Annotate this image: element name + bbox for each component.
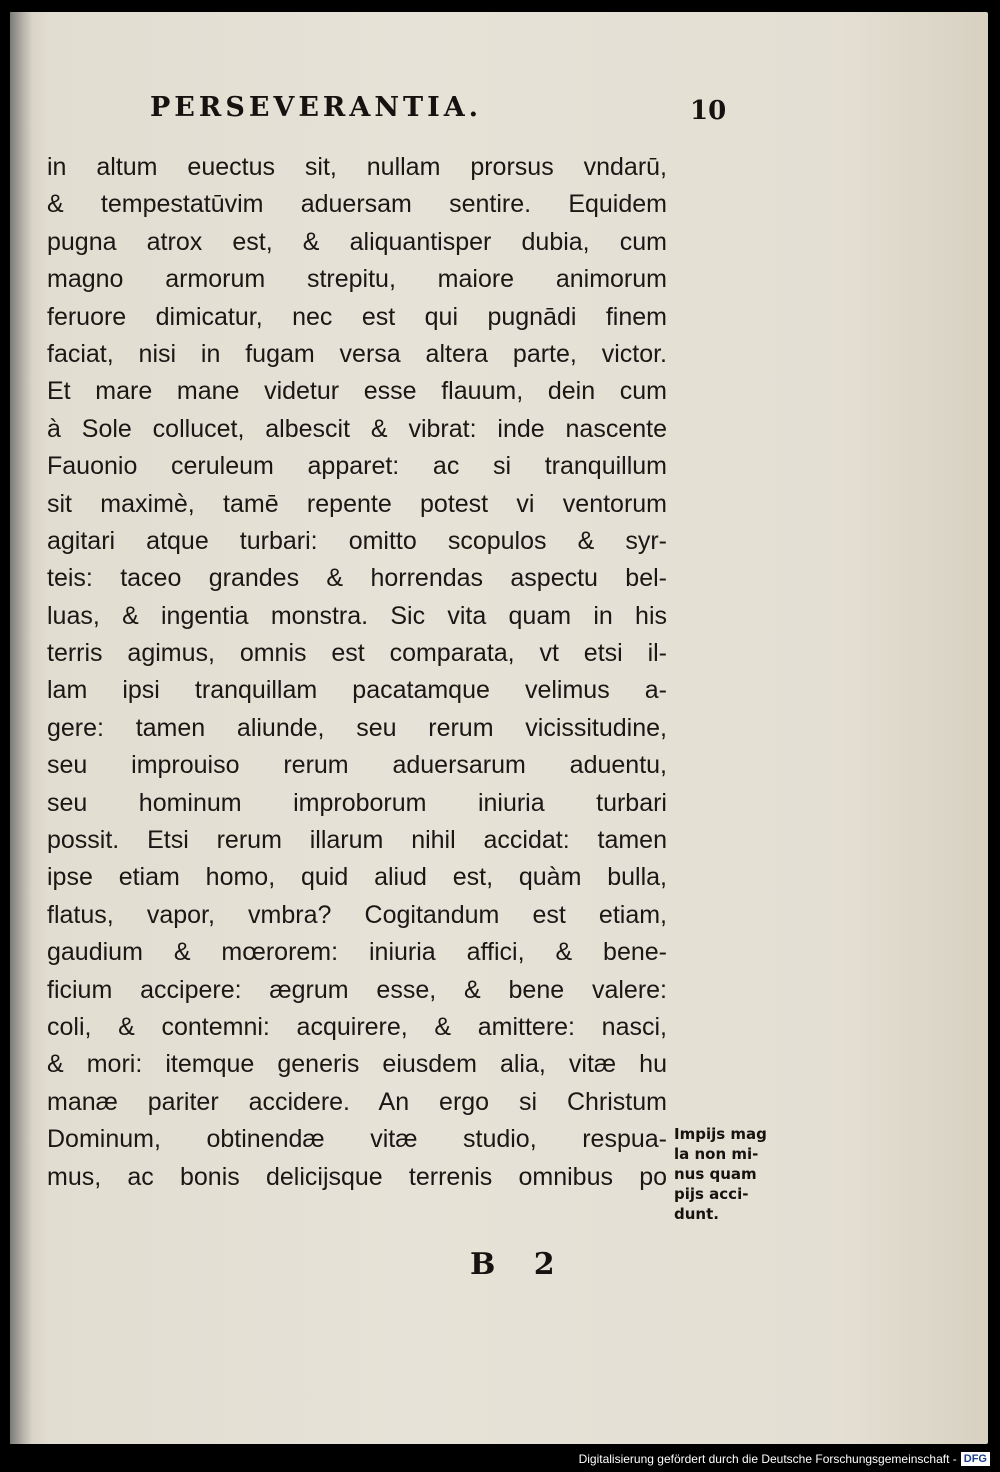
text-line: ipse etiam homo, quid aliud est, quàm bulla, bbox=[47, 863, 667, 892]
text-line: feruore dimicatur, nec est qui pugnādi finem bbox=[47, 302, 667, 331]
signature-mark: B 2 bbox=[470, 1247, 569, 1282]
marginal-note-line: nus quam bbox=[674, 1165, 757, 1183]
marginal-note-line: dunt. bbox=[674, 1205, 719, 1223]
text-line: in altum euectus sit, nullam prorsus vndarū, bbox=[47, 153, 667, 181]
page-gutter-shadow bbox=[10, 12, 32, 1444]
text-line: coli, & contemni: acquirere, & amittere: nasci, bbox=[47, 1012, 667, 1041]
marginal-note-line: pijs acci- bbox=[674, 1185, 749, 1203]
text-line: teis: taceo grandes & horrendas aspectu bel- bbox=[47, 564, 667, 593]
text-line: pugna atrox est, & aliquantisper dubia, cum bbox=[47, 227, 667, 256]
text-line: seu hominum improborum iniuria turbari bbox=[47, 788, 667, 817]
body-text bbox=[47, 149, 667, 1196]
page-number: 10 bbox=[690, 96, 727, 126]
text-line: sit maximè, tamē repente potest vi ventorum bbox=[47, 489, 667, 518]
text-line: seu improuiso rerum aduersarum aduentu, bbox=[47, 751, 667, 780]
text-line: & mori: itemque generis eiusdem alia, vitæ hu bbox=[47, 1050, 667, 1079]
text-line: flatus, vapor, vmbra? Cogitandum est etiam, bbox=[47, 900, 667, 929]
text-line: terris agimus, omnis est comparata, vt etsi il- bbox=[47, 639, 667, 668]
marginal-note-line: Impijs mag bbox=[674, 1125, 767, 1143]
text-line: Dominum, obtinendæ vitæ studio, respua- bbox=[47, 1125, 667, 1154]
text-line: luas, & ingentia monstra. Sic vita quam in his bbox=[47, 601, 667, 630]
text-line: & tempestatūvim aduersam sentire. Equidem bbox=[47, 190, 667, 219]
running-head: PERSEVERANTIA. bbox=[150, 92, 483, 123]
text-line: à Sole collucet, albescit & vibrat: inde nascente bbox=[47, 414, 667, 443]
dfg-logo: DFG bbox=[961, 1452, 990, 1466]
text-line: magno armorum strepitu, maiore animorum bbox=[47, 265, 667, 294]
text-line: ficium accipere: ægrum esse, & bene valere: bbox=[47, 975, 667, 1004]
text-line: possit. Etsi rerum illarum nihil accidat: tamen bbox=[47, 826, 667, 855]
text-line: mus, ac bonis delicijsque terrenis omnibus po bbox=[47, 1162, 667, 1191]
book-page bbox=[10, 12, 988, 1444]
text-line: Fauonio ceruleum apparet: ac si tranquillum bbox=[47, 452, 667, 481]
text-line: Et mare mane videtur esse flauum, dein cum bbox=[47, 377, 667, 406]
text-line: faciat, nisi in fugam versa altera parte, victor. bbox=[47, 339, 667, 368]
text-line: gere: tamen aliunde, seu rerum vicissitudine, bbox=[47, 713, 667, 742]
text-line: agitari atque turbari: omitto scopulos & syr- bbox=[47, 526, 667, 555]
funding-credit-bar bbox=[579, 1450, 990, 1468]
marginal-note-line: la non mi- bbox=[674, 1145, 759, 1163]
text-line: lam ipsi tranquillam pacatamque velimus a- bbox=[47, 676, 667, 705]
text-line: manæ pariter accidere. An ergo si Christum bbox=[47, 1087, 667, 1116]
marginal-note bbox=[674, 1124, 802, 1224]
funding-credit-text: Digitalisierung gefördert durch die Deutsche Forschungsgemeinschaft - bbox=[578, 1452, 957, 1466]
text-line: gaudium & mœrorem: iniuria affici, & bene- bbox=[47, 938, 667, 967]
